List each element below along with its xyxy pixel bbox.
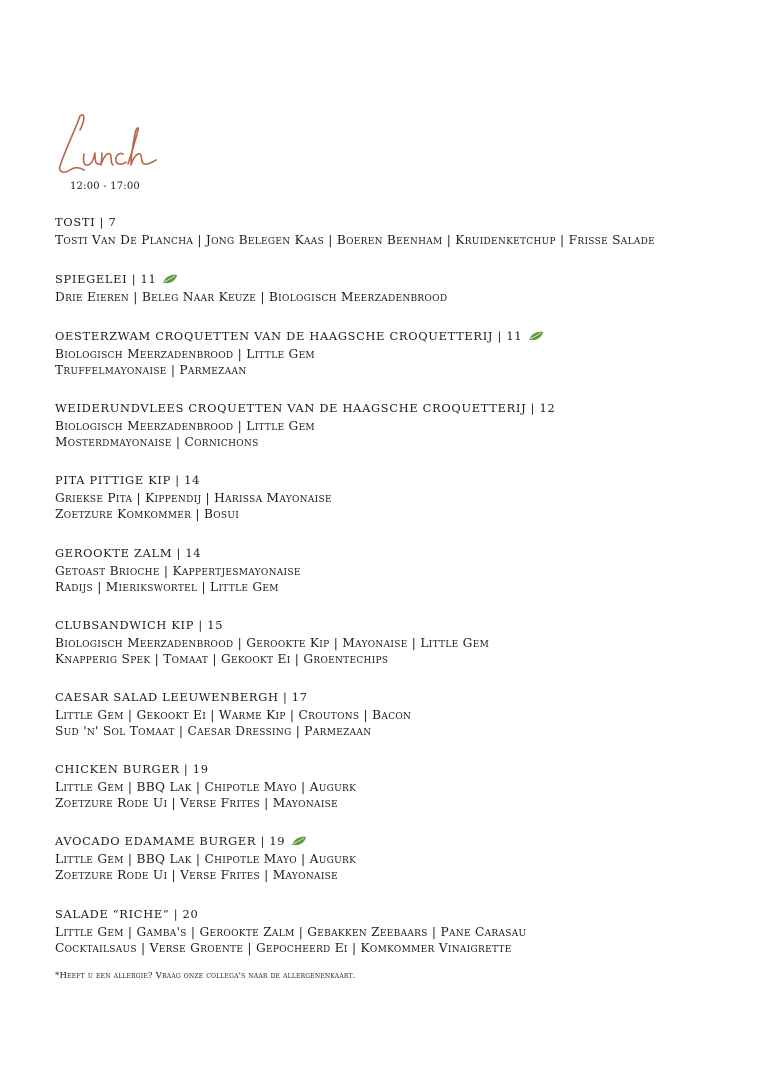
menu-item-title [55, 472, 332, 488]
menu-item-title-text: CLUBSANDWICH KIP | 15 [55, 618, 224, 632]
menu-item-title-text: OESTERZWAM CROQUETTEN VAN DE HAAGSCHE CROQUETTERIJ | 11 [55, 329, 523, 343]
menu-item-description: Griekse Pita | Kippendij | Harissa Mayonaise [55, 491, 332, 505]
menu-item-title-text: WEIDERUNDVLEES CROQUETTEN VAN DE HAAGSCHE CROQUETTERIJ | 12 [55, 401, 556, 415]
menu-item-description: Getoast Brioche | Kappertjesmayonaise [55, 564, 301, 578]
menu-item-description: Little Gem | BBQ Lak | Chipotle Mayo | Augurk [55, 780, 357, 794]
menu-item-title-text: AVOCADO EDAMAME BURGER | 19 [55, 834, 286, 848]
menu-item-title [55, 906, 526, 922]
menu-item [55, 906, 526, 956]
vegetarian-leaf-icon [291, 836, 307, 846]
menu-item [55, 400, 555, 450]
allergy-footnote: *Heeft u een allergie? Vraag onze collega's naar de allergenenkaart. [55, 971, 356, 981]
menu-item-description: Tosti Van De Plancha | Jong Belegen Kaas | Boeren Beenham | Kruidenketchup | Frisse Salade [55, 233, 656, 247]
menu-item-title [55, 833, 356, 849]
menu-item-title [55, 328, 544, 344]
menu-item-description: Knapperig Spek | Tomaat | Gekookt Ei | Groentechips [55, 652, 389, 666]
menu-item-description: Zoetzure Rode Ui | Verse Frites | Mayonaise [55, 868, 339, 882]
menu-item-title [55, 761, 356, 777]
menu-item-description: Biologisch Meerzadenbrood | Little Gem [55, 419, 315, 433]
lunch-logo [50, 108, 180, 188]
menu-item-title [55, 400, 555, 416]
menu-item-description: Sud 'n' Sol Tomaat | Caesar Dressing | Parmezaan [55, 724, 372, 738]
menu-item-title [55, 689, 411, 705]
menu-item-title-text: SPIEGELEI | 11 [55, 272, 157, 286]
opening-hours: 12:00 - 17:00 [70, 181, 140, 192]
menu-item-description: Truffelmayonaise | Parmezaan [55, 363, 247, 377]
menu-item-description: Zoetzure Rode Ui | Verse Frites | Mayonaise [55, 796, 339, 810]
menu-item [55, 617, 489, 667]
menu-item-description: Radijs | Mierikswortel | Little Gem [55, 580, 279, 594]
menu-item [55, 214, 655, 248]
menu-item-description: Mosterdmayonaise | Cornichons [55, 435, 259, 449]
menu-item [55, 833, 356, 883]
menu-item-title-text: CAESAR SALAD LEEUWENBERGH | 17 [55, 690, 308, 704]
menu-item-description: Biologisch Meerzadenbrood | Gerookte Kip | Mayonaise | Little Gem [55, 636, 490, 650]
menu-item [55, 472, 332, 522]
menu-item-description: Little Gem | Gamba's | Gerookte Zalm | Gebakken Zeebaars | Pane Carasau [55, 925, 527, 939]
menu-item [55, 271, 447, 305]
menu-item [55, 328, 544, 378]
menu-item-title [55, 214, 655, 230]
menu-item [55, 689, 411, 739]
menu-item-title [55, 271, 447, 287]
menu-item [55, 761, 356, 811]
vegetarian-leaf-icon [528, 331, 544, 341]
menu-item-title-text: SALADE “RICHE” | 20 [55, 907, 199, 921]
menu-item-description: Little Gem | Gekookt Ei | Warme Kip | Croutons | Bacon [55, 708, 412, 722]
menu-item-description: Zoetzure Komkommer | Bosui [55, 507, 240, 521]
vegetarian-leaf-icon [162, 274, 178, 284]
menu-item-title-text: TOSTI | 7 [55, 215, 117, 229]
menu-item-title-text: CHICKEN BURGER | 19 [55, 762, 209, 776]
menu-item-title [55, 545, 301, 561]
menu-item-description: Biologisch Meerzadenbrood | Little Gem [55, 347, 315, 361]
menu-item-title-text: PITA PITTIGE KIP | 14 [55, 473, 201, 487]
menu-item [55, 545, 301, 595]
menu-item-title [55, 617, 489, 633]
menu-item-description: Drie Eieren | Beleg Naar Keuze | Biologisch Meerzadenbrood [55, 290, 448, 304]
menu-item-title-text: GEROOKTE ZALM | 14 [55, 546, 202, 560]
menu-item-description: Cocktailsaus | Verse Groente | Gepocheerd Ei | Komkommer Vinaigrette [55, 941, 512, 955]
menu-item-description: Little Gem | BBQ Lak | Chipotle Mayo | Augurk [55, 852, 357, 866]
